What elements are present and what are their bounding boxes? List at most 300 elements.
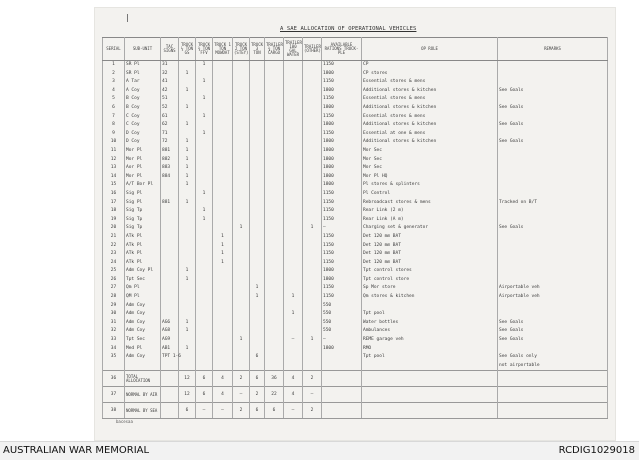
table-cell bbox=[213, 310, 233, 319]
table-cell bbox=[265, 293, 284, 302]
column-header: AVAILABLE RATIONS TRUCK-PLE bbox=[322, 38, 362, 61]
table-cell bbox=[233, 353, 250, 362]
table-cell: ATk Pl bbox=[125, 259, 161, 268]
table-row bbox=[103, 224, 608, 233]
table-cell: Det 120 mm BAT bbox=[362, 233, 498, 242]
table-row bbox=[103, 104, 608, 113]
table-cell bbox=[179, 250, 196, 259]
table-cell bbox=[196, 164, 213, 173]
table-cell: 12 bbox=[179, 371, 196, 387]
table-cell bbox=[265, 121, 284, 130]
table-cell bbox=[196, 181, 213, 190]
table-cell: 1 bbox=[179, 327, 196, 336]
table-cell bbox=[265, 310, 284, 319]
table-cell bbox=[233, 302, 250, 311]
table-cell: 7 bbox=[103, 113, 125, 122]
table-cell: 6 bbox=[196, 371, 213, 387]
table-cell: B Coy bbox=[125, 104, 161, 113]
table-cell: 25 bbox=[103, 267, 125, 276]
table-cell bbox=[233, 147, 250, 156]
table-cell bbox=[233, 310, 250, 319]
table-cell bbox=[250, 121, 265, 130]
table-cell: 31 bbox=[161, 61, 179, 70]
table-cell: 6 bbox=[250, 371, 265, 387]
table-cell bbox=[196, 233, 213, 242]
table-cell bbox=[284, 207, 303, 216]
table-cell bbox=[265, 224, 284, 233]
table-cell bbox=[284, 199, 303, 208]
table-cell bbox=[213, 362, 233, 371]
table-cell bbox=[303, 293, 322, 302]
table-cell bbox=[303, 241, 322, 250]
table-cell: – bbox=[322, 336, 362, 345]
table-cell bbox=[161, 181, 179, 190]
table-cell bbox=[161, 190, 179, 199]
summary-row bbox=[103, 371, 608, 387]
table-cell bbox=[179, 190, 196, 199]
table-cell: 2 bbox=[233, 403, 250, 419]
table-cell bbox=[161, 250, 179, 259]
table-cell: Sig Tp bbox=[125, 224, 161, 233]
table-cell bbox=[213, 302, 233, 311]
table-cell bbox=[284, 138, 303, 147]
table-cell bbox=[303, 284, 322, 293]
table-cell: See Goals bbox=[498, 336, 608, 345]
table-cell bbox=[179, 224, 196, 233]
table-cell bbox=[196, 70, 213, 79]
table-cell bbox=[196, 138, 213, 147]
table-cell: 29 bbox=[103, 302, 125, 311]
table-cell: 52 bbox=[161, 104, 179, 113]
table-cell: 1150 bbox=[322, 113, 362, 122]
table-cell: Adm Coy Pl bbox=[125, 267, 161, 276]
table-cell bbox=[303, 190, 322, 199]
table-cell bbox=[322, 353, 362, 362]
table-cell bbox=[284, 121, 303, 130]
table-cell bbox=[303, 233, 322, 242]
table-cell bbox=[213, 121, 233, 130]
table-cell bbox=[161, 403, 179, 419]
table-cell: 1 bbox=[196, 95, 213, 104]
table-cell bbox=[196, 319, 213, 328]
table-cell bbox=[213, 78, 233, 87]
table-cell: 1 bbox=[179, 267, 196, 276]
table-cell bbox=[213, 319, 233, 328]
table-cell: A Tar bbox=[125, 78, 161, 87]
table-cell: Pl Control bbox=[362, 190, 498, 199]
table-cell: 38 bbox=[103, 403, 125, 419]
table-cell bbox=[362, 302, 498, 311]
table-cell: 35 bbox=[103, 353, 125, 362]
table-cell: See Goals bbox=[498, 319, 608, 328]
table-cell bbox=[303, 259, 322, 268]
table-cell bbox=[213, 207, 233, 216]
table-cell bbox=[233, 259, 250, 268]
table-cell: A/T Bor Pl bbox=[125, 181, 161, 190]
table-cell bbox=[161, 267, 179, 276]
table-cell bbox=[161, 224, 179, 233]
table-cell: 6 bbox=[250, 403, 265, 419]
table-cell: 1150 bbox=[322, 293, 362, 302]
table-cell bbox=[303, 327, 322, 336]
table-cell: 550 bbox=[322, 327, 362, 336]
table-cell bbox=[498, 95, 608, 104]
table-cell: 2 bbox=[233, 371, 250, 387]
table-cell: Qm stores & kitchen bbox=[362, 293, 498, 302]
table-cell bbox=[284, 156, 303, 165]
table-cell bbox=[196, 310, 213, 319]
table-cell bbox=[233, 284, 250, 293]
table-cell bbox=[196, 250, 213, 259]
table-cell: Qm Pl bbox=[125, 284, 161, 293]
table-cell bbox=[161, 371, 179, 387]
table-row bbox=[103, 130, 608, 139]
table-row bbox=[103, 259, 608, 268]
table-cell bbox=[161, 302, 179, 311]
table-cell: 11 bbox=[103, 147, 125, 156]
table-cell: Tpt Sec bbox=[125, 276, 161, 285]
table-cell: Tracked on B/T bbox=[498, 199, 608, 208]
table-cell: RMO bbox=[362, 345, 498, 354]
table-cell bbox=[250, 138, 265, 147]
table-cell bbox=[265, 233, 284, 242]
table-cell bbox=[498, 216, 608, 225]
table-cell bbox=[284, 173, 303, 182]
table-cell bbox=[303, 70, 322, 79]
table-cell: 1150 bbox=[322, 190, 362, 199]
table-cell: Airportable veh bbox=[498, 284, 608, 293]
table-cell: Essential at one & mens bbox=[362, 130, 498, 139]
table-cell: Pl stores & splinters bbox=[362, 181, 498, 190]
table-cell bbox=[284, 259, 303, 268]
table-cell: 550 bbox=[322, 319, 362, 328]
table-cell bbox=[250, 327, 265, 336]
table-cell: 23 bbox=[103, 250, 125, 259]
table-cell: Sig Tp bbox=[125, 216, 161, 225]
table-cell bbox=[233, 216, 250, 225]
table-cell bbox=[498, 250, 608, 259]
table-cell: 1800 bbox=[322, 138, 362, 147]
table-cell: 51 bbox=[161, 95, 179, 104]
table-cell bbox=[250, 95, 265, 104]
table-cell: 1150 bbox=[322, 61, 362, 70]
table-cell bbox=[250, 78, 265, 87]
table-cell: 6 bbox=[103, 104, 125, 113]
table-cell: 2 bbox=[250, 387, 265, 403]
table-cell bbox=[196, 284, 213, 293]
table-cell: Adm Coy bbox=[125, 327, 161, 336]
table-cell bbox=[265, 164, 284, 173]
table-cell bbox=[265, 302, 284, 311]
table-row bbox=[103, 78, 608, 87]
table-cell: See Goals bbox=[498, 327, 608, 336]
table-cell: 1 bbox=[179, 121, 196, 130]
table-cell: 1150 bbox=[322, 95, 362, 104]
table-cell bbox=[322, 362, 362, 371]
table-cell: 1 bbox=[179, 138, 196, 147]
table-cell: 1 bbox=[179, 276, 196, 285]
table-cell bbox=[284, 276, 303, 285]
table-cell: 8 bbox=[103, 121, 125, 130]
table-cell: SR Pl bbox=[125, 61, 161, 70]
table-cell bbox=[303, 147, 322, 156]
table-cell bbox=[284, 87, 303, 96]
institution-name: AUSTRALIAN WAR MEMORIAL bbox=[3, 445, 150, 456]
table-cell bbox=[250, 61, 265, 70]
table-cell: 1 bbox=[179, 156, 196, 165]
table-cell: See Goals bbox=[498, 138, 608, 147]
table-cell bbox=[233, 78, 250, 87]
table-cell: – bbox=[196, 403, 213, 419]
table-cell bbox=[233, 104, 250, 113]
table-cell bbox=[250, 267, 265, 276]
table-cell bbox=[498, 181, 608, 190]
table-cell: ATk Pl bbox=[125, 250, 161, 259]
table-cell bbox=[498, 113, 608, 122]
table-cell: 1 bbox=[179, 345, 196, 354]
table-cell: Sig Tp bbox=[125, 207, 161, 216]
table-cell bbox=[250, 156, 265, 165]
table-cell bbox=[179, 302, 196, 311]
table-cell: 881 bbox=[161, 199, 179, 208]
table-cell bbox=[250, 164, 265, 173]
table-cell: 1 bbox=[250, 284, 265, 293]
table-cell: 12 bbox=[103, 156, 125, 165]
table-cell bbox=[498, 61, 608, 70]
table-cell bbox=[250, 250, 265, 259]
table-cell bbox=[265, 61, 284, 70]
table-cell: 883 bbox=[161, 164, 179, 173]
table-cell bbox=[303, 78, 322, 87]
table-cell bbox=[179, 95, 196, 104]
table-cell: Rear Link (A m) bbox=[362, 216, 498, 225]
table-cell: Mor Sec bbox=[362, 164, 498, 173]
table-cell bbox=[284, 345, 303, 354]
table-cell: – bbox=[233, 387, 250, 403]
table-cell bbox=[233, 173, 250, 182]
table-cell: 1 bbox=[196, 78, 213, 87]
table-cell: 2 bbox=[103, 70, 125, 79]
table-cell bbox=[213, 276, 233, 285]
table-cell bbox=[161, 387, 179, 403]
table-cell bbox=[284, 241, 303, 250]
table-cell: 1 bbox=[196, 113, 213, 122]
column-header: TRUCK 3 TON bbox=[250, 38, 265, 61]
table-cell bbox=[498, 267, 608, 276]
table-cell: Water bottles bbox=[362, 319, 498, 328]
table-cell: 33 bbox=[103, 336, 125, 345]
table-cell: 1800 bbox=[322, 87, 362, 96]
table-cell bbox=[233, 95, 250, 104]
table-cell bbox=[196, 87, 213, 96]
table-cell: Mor Pl bbox=[125, 173, 161, 182]
summary-row bbox=[103, 403, 608, 419]
table-cell bbox=[196, 353, 213, 362]
table-cell bbox=[196, 276, 213, 285]
table-cell: 6 bbox=[196, 387, 213, 403]
table-cell bbox=[498, 310, 608, 319]
table-cell bbox=[284, 104, 303, 113]
table-cell: Adm Coy bbox=[125, 302, 161, 311]
table-cell: 1 bbox=[179, 104, 196, 113]
table-cell: 1 bbox=[196, 130, 213, 139]
pin-mark bbox=[127, 14, 128, 22]
table-cell bbox=[265, 336, 284, 345]
table-row bbox=[103, 138, 608, 147]
table-cell: 1 bbox=[179, 181, 196, 190]
table-cell: Med Pl bbox=[125, 345, 161, 354]
table-cell: 2 bbox=[303, 371, 322, 387]
document-title: A SAE ALLOCATION OF OPERATIONAL VEHICLES bbox=[280, 26, 417, 32]
table-cell: 71 bbox=[161, 130, 179, 139]
table-cell: 1800 bbox=[322, 345, 362, 354]
table-cell: Tpt control stores bbox=[362, 267, 498, 276]
table-cell bbox=[284, 267, 303, 276]
table-cell bbox=[213, 156, 233, 165]
table-cell: Det 120 mm BAT bbox=[362, 241, 498, 250]
table-cell: Essential stores & mens bbox=[362, 95, 498, 104]
table-cell bbox=[250, 345, 265, 354]
table-cell bbox=[233, 233, 250, 242]
table-cell bbox=[498, 147, 608, 156]
table-cell: 1800 bbox=[322, 276, 362, 285]
table-cell bbox=[250, 319, 265, 328]
table-cell: 17 bbox=[103, 199, 125, 208]
table-cell: Rear Link (2 m) bbox=[362, 207, 498, 216]
table-cell bbox=[196, 156, 213, 165]
table-cell bbox=[265, 199, 284, 208]
table-cell: Mor Pl bbox=[125, 156, 161, 165]
table-cell bbox=[250, 199, 265, 208]
table-cell: 4 bbox=[103, 87, 125, 96]
table-row bbox=[103, 345, 608, 354]
table-cell bbox=[265, 362, 284, 371]
table-cell bbox=[213, 173, 233, 182]
column-header: TAC SIGNS bbox=[161, 38, 179, 61]
table-cell bbox=[303, 173, 322, 182]
table-cell bbox=[233, 199, 250, 208]
table-cell: Aor Pl bbox=[125, 164, 161, 173]
table-cell bbox=[233, 250, 250, 259]
table-cell: 22 bbox=[265, 387, 284, 403]
table-cell: Additional stores & kitchen bbox=[362, 121, 498, 130]
table-cell: 1150 bbox=[322, 250, 362, 259]
table-cell bbox=[179, 310, 196, 319]
table-cell: Adm Coy bbox=[125, 353, 161, 362]
table-cell: 26 bbox=[103, 276, 125, 285]
table-cell bbox=[265, 104, 284, 113]
table-cell bbox=[250, 302, 265, 311]
table-cell: Ambulances bbox=[362, 327, 498, 336]
table-cell bbox=[362, 403, 498, 419]
table-cell bbox=[233, 362, 250, 371]
table-cell: Tpt control store bbox=[362, 276, 498, 285]
table-cell bbox=[284, 78, 303, 87]
table-cell: ATk Pl bbox=[125, 241, 161, 250]
table-cell bbox=[196, 224, 213, 233]
table-row bbox=[103, 327, 608, 336]
table-cell bbox=[284, 284, 303, 293]
table-cell: 1150 bbox=[322, 241, 362, 250]
table-cell bbox=[196, 199, 213, 208]
table-row bbox=[103, 284, 608, 293]
table-cell: AG6 bbox=[161, 319, 179, 328]
table-row bbox=[103, 250, 608, 259]
table-cell bbox=[213, 190, 233, 199]
table-cell bbox=[213, 327, 233, 336]
table-cell: 881 bbox=[161, 147, 179, 156]
table-cell: 32 bbox=[103, 327, 125, 336]
table-cell bbox=[179, 353, 196, 362]
table-cell bbox=[196, 241, 213, 250]
table-cell: NORMAL BY AIR bbox=[125, 387, 161, 403]
table-cell bbox=[250, 104, 265, 113]
table-cell: 13 bbox=[103, 164, 125, 173]
table-cell bbox=[161, 259, 179, 268]
table-cell bbox=[303, 61, 322, 70]
table-row bbox=[103, 319, 608, 328]
table-cell: 1 bbox=[179, 87, 196, 96]
table-cell: Mor Pl HQ bbox=[362, 173, 498, 182]
table-cell bbox=[498, 173, 608, 182]
table-cell bbox=[233, 181, 250, 190]
table-cell: 34 bbox=[103, 345, 125, 354]
table-row bbox=[103, 147, 608, 156]
table-cell bbox=[233, 241, 250, 250]
table-cell bbox=[196, 327, 213, 336]
table-cell bbox=[179, 130, 196, 139]
table-cell: 1150 bbox=[322, 130, 362, 139]
table-row bbox=[103, 207, 608, 216]
table-cell bbox=[303, 362, 322, 371]
table-cell bbox=[284, 164, 303, 173]
table-cell: 1 bbox=[196, 61, 213, 70]
table-cell bbox=[250, 276, 265, 285]
table-cell bbox=[284, 61, 303, 70]
table-cell: 1800 bbox=[322, 164, 362, 173]
table-cell bbox=[250, 130, 265, 139]
table-cell bbox=[303, 87, 322, 96]
table-cell bbox=[213, 284, 233, 293]
table-cell: Sig Pl bbox=[125, 190, 161, 199]
table-cell bbox=[362, 387, 498, 403]
table-cell: 1800 bbox=[322, 173, 362, 182]
table-cell bbox=[250, 70, 265, 79]
table-cell bbox=[265, 113, 284, 122]
column-header: REMARKS bbox=[498, 38, 608, 61]
table-header-row bbox=[103, 38, 608, 61]
table-cell bbox=[265, 207, 284, 216]
table-cell bbox=[161, 207, 179, 216]
table-cell bbox=[303, 250, 322, 259]
table-cell bbox=[161, 276, 179, 285]
table-cell: Additional stores & kitchen bbox=[362, 87, 498, 96]
table-cell: 1 bbox=[179, 70, 196, 79]
table-cell: ATk Pl bbox=[125, 233, 161, 242]
table-cell bbox=[213, 224, 233, 233]
table-cell bbox=[250, 181, 265, 190]
table-cell bbox=[265, 70, 284, 79]
table-cell bbox=[498, 371, 608, 387]
table-cell bbox=[265, 147, 284, 156]
table-cell bbox=[265, 259, 284, 268]
table-cell: Rebroadcast stores & mens bbox=[362, 199, 498, 208]
table-cell: 1 bbox=[179, 164, 196, 173]
table-cell: 4 bbox=[213, 371, 233, 387]
table-cell: 1800 bbox=[322, 104, 362, 113]
table-row bbox=[103, 181, 608, 190]
table-cell bbox=[233, 113, 250, 122]
